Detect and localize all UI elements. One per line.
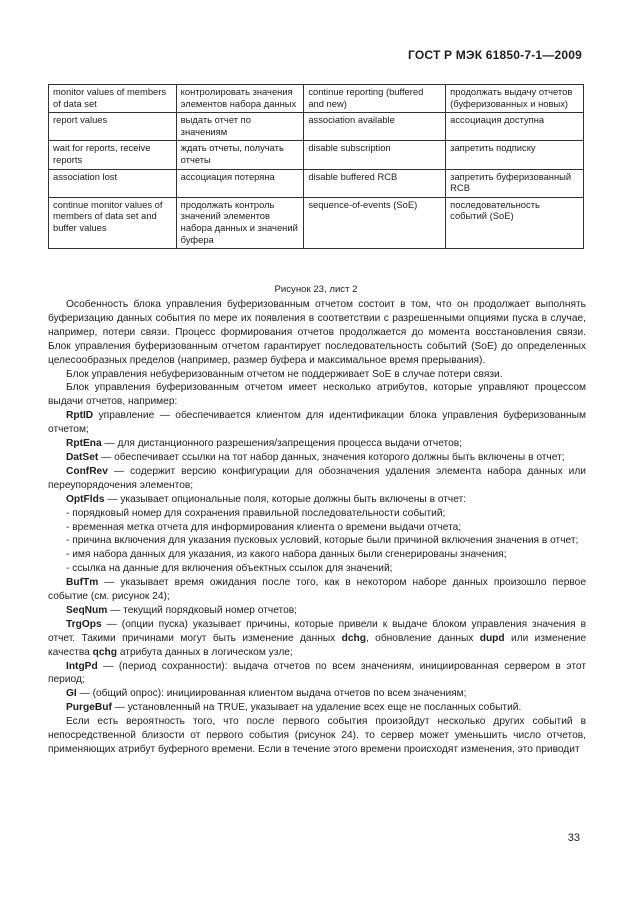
table-row [49, 113, 584, 141]
table-cell: monitor values of members of data set [49, 85, 177, 113]
table-row [49, 141, 584, 169]
attribute-term: RptEna [66, 438, 102, 450]
table-cell: sequence-of-events (SoE) [304, 197, 446, 248]
attribute-description: — текущий порядковый номер отчетов; [107, 604, 297, 616]
paragraph: Блок управления буферизованным отчетом имеет несколько атрибутов, которые управляют процессом выдачи отчетов, например: [48, 382, 586, 408]
attribute-purgebuf [48, 701, 586, 715]
attribute-datset [48, 451, 586, 465]
body-text [48, 298, 586, 757]
table-cell: ассоциация потеряна [176, 169, 304, 197]
attribute-intgpd [48, 660, 586, 688]
attribute-term: RptID [66, 410, 94, 422]
attribute-term: IntgPd [66, 660, 98, 672]
optflds-item: - временная метка отчета для информирования клиента о времени выдачи отчета; [66, 521, 462, 533]
attribute-description: , обновление данных [365, 632, 480, 644]
table-cell: запретить подписку [446, 141, 584, 169]
attribute-term: OptFlds [66, 493, 105, 505]
table-cell: выдать отчет по значениям [176, 113, 304, 141]
attribute-trgops [48, 618, 586, 660]
attribute-description: — установленный на TRUE, указывает на удаление всех еще не посланных событий. [111, 702, 522, 714]
table-row [49, 197, 584, 248]
attribute-rptid [48, 409, 586, 437]
document-header: ГОСТ Р МЭК 61850-7-1—2009 [408, 48, 582, 62]
term-dupd: dupd [479, 632, 505, 644]
attribute-description: — указывает опциональные поля, которые должны быть включены в отчет: [104, 493, 467, 505]
term-qchg: qchg [92, 646, 117, 658]
table-cell: continue reporting (buffered and new) [304, 85, 446, 113]
attribute-term: TrgOps [66, 618, 102, 630]
attribute-description: атрибута данных в логическом узле; [117, 646, 293, 658]
paragraph: Блок управления небуферизованным отчетом не поддерживает SoE в случае потери связи. [66, 368, 503, 380]
attribute-seqnum [48, 604, 586, 618]
attribute-confrev [48, 465, 586, 493]
attribute-description: — обеспечивает ссылки на тот набор данных, значения которого должны быть включены в отчет; [98, 451, 565, 463]
optflds-item: - порядковый номер для сохранения правильной последовательности событий; [66, 507, 446, 519]
optflds-item: - имя набора данных для указания, из какого набора данных были сгенерированы значения; [66, 549, 507, 561]
attribute-buftm [48, 576, 586, 604]
attribute-term: GI [66, 688, 77, 700]
table-cell: association available [304, 113, 446, 141]
attribute-description: — содержит версию конфигурации для обозначения удаления элемента набора данных или переупорядочения элементов; [48, 465, 586, 491]
attribute-rptena [48, 437, 586, 451]
attribute-description: — для дистанционного разрешения/запрещения процесса выдачи отчетов; [101, 438, 462, 450]
attribute-term: SeqNum [66, 604, 108, 616]
optflds-item: - причина включения для указания пусковых условий, которые были причиной включения значения в отчет; [66, 535, 579, 547]
attribute-term: BufTm [66, 577, 99, 589]
table-cell: continue monitor values of members of data set and buffer values [49, 197, 177, 248]
attribute-term: PurgeBuf [66, 702, 112, 714]
optflds-item: - ссылка на данные для включения объектных ссылок для значений; [66, 563, 393, 575]
figure-caption: Рисунок 23, лист 2 [274, 284, 358, 295]
attribute-description: или изменение качества [48, 632, 586, 658]
table-cell: запретить буферизованный RCB [446, 169, 584, 197]
paragraph: Особенность блока управления буферизованным отчетом состоит в том, что он продолжает выполнять буферизацию данных события по мере их появления в соответствии с разрешенными опциями пуска в случае, например, потери связи. Процесс формирования отчетов продолжается до момента восстановления связи. Блок управления буферизованным отчетом гарантирует последовательность событий (SoE) до определенных целесообразных пределов (например, размер буфера и максимальное время прерывания). [48, 299, 586, 366]
attribute-gi [48, 687, 586, 701]
attribute-description: — (общий опрос): инициированная клиентом выдача отчетов по всем значениям; [76, 688, 467, 700]
table-cell: ассоциация доступна [446, 113, 584, 141]
table-cell: disable buffered RCB [304, 169, 446, 197]
attribute-optflds [48, 493, 586, 507]
table-cell: report values [49, 113, 177, 141]
table-cell: association lost [49, 169, 177, 197]
page-number: 33 [567, 832, 580, 844]
paragraph: Если есть вероятность того, что после первого события произойдут несколько других событий в непосредственной близости от первого события (рисунок 24). то сервер может уменьшить число отчетов, применяющих атрибут буферного времени. Если в течение этого времени происходят изменения, это приводит [48, 716, 586, 755]
table-cell: продолжать контроль значений элементов набора данных и значений буфера [176, 197, 304, 248]
attribute-description: — (опции пуска) указывает причины, которые привели к выдаче блоком управления значения в отчет. Такими причинами могут быть изменение данных [48, 618, 586, 644]
terms-table [48, 84, 584, 249]
table-cell: контролировать значения элементов набора данных [176, 85, 304, 113]
table-cell: последовательность событий (SoE) [446, 197, 584, 248]
attribute-description: — (период сохранности): выдача отчетов по всем значениям, инициированная сервером в этот период; [48, 660, 586, 686]
table-row [49, 169, 584, 197]
table-cell: disable subscription [304, 141, 446, 169]
table-cell: wait for reports, receive reports [49, 141, 177, 169]
attribute-term: ConfRev [66, 465, 108, 477]
attribute-description: управление — обеспечивается клиентом для идентификации блока управления буферизованным отчетом; [48, 410, 586, 436]
term-dchg: dchg [341, 632, 366, 644]
table-row [49, 85, 584, 113]
table-cell: продолжать выдачу отчетов (буферизованных и новых) [446, 85, 584, 113]
table-cell: ждать отчеты, получать отчеты [176, 141, 304, 169]
attribute-description: — указывает время ожидания после того, как в некотором наборе данных произошло первое событие (см. рисунок 24); [48, 577, 586, 603]
attribute-term: DatSet [66, 451, 99, 463]
